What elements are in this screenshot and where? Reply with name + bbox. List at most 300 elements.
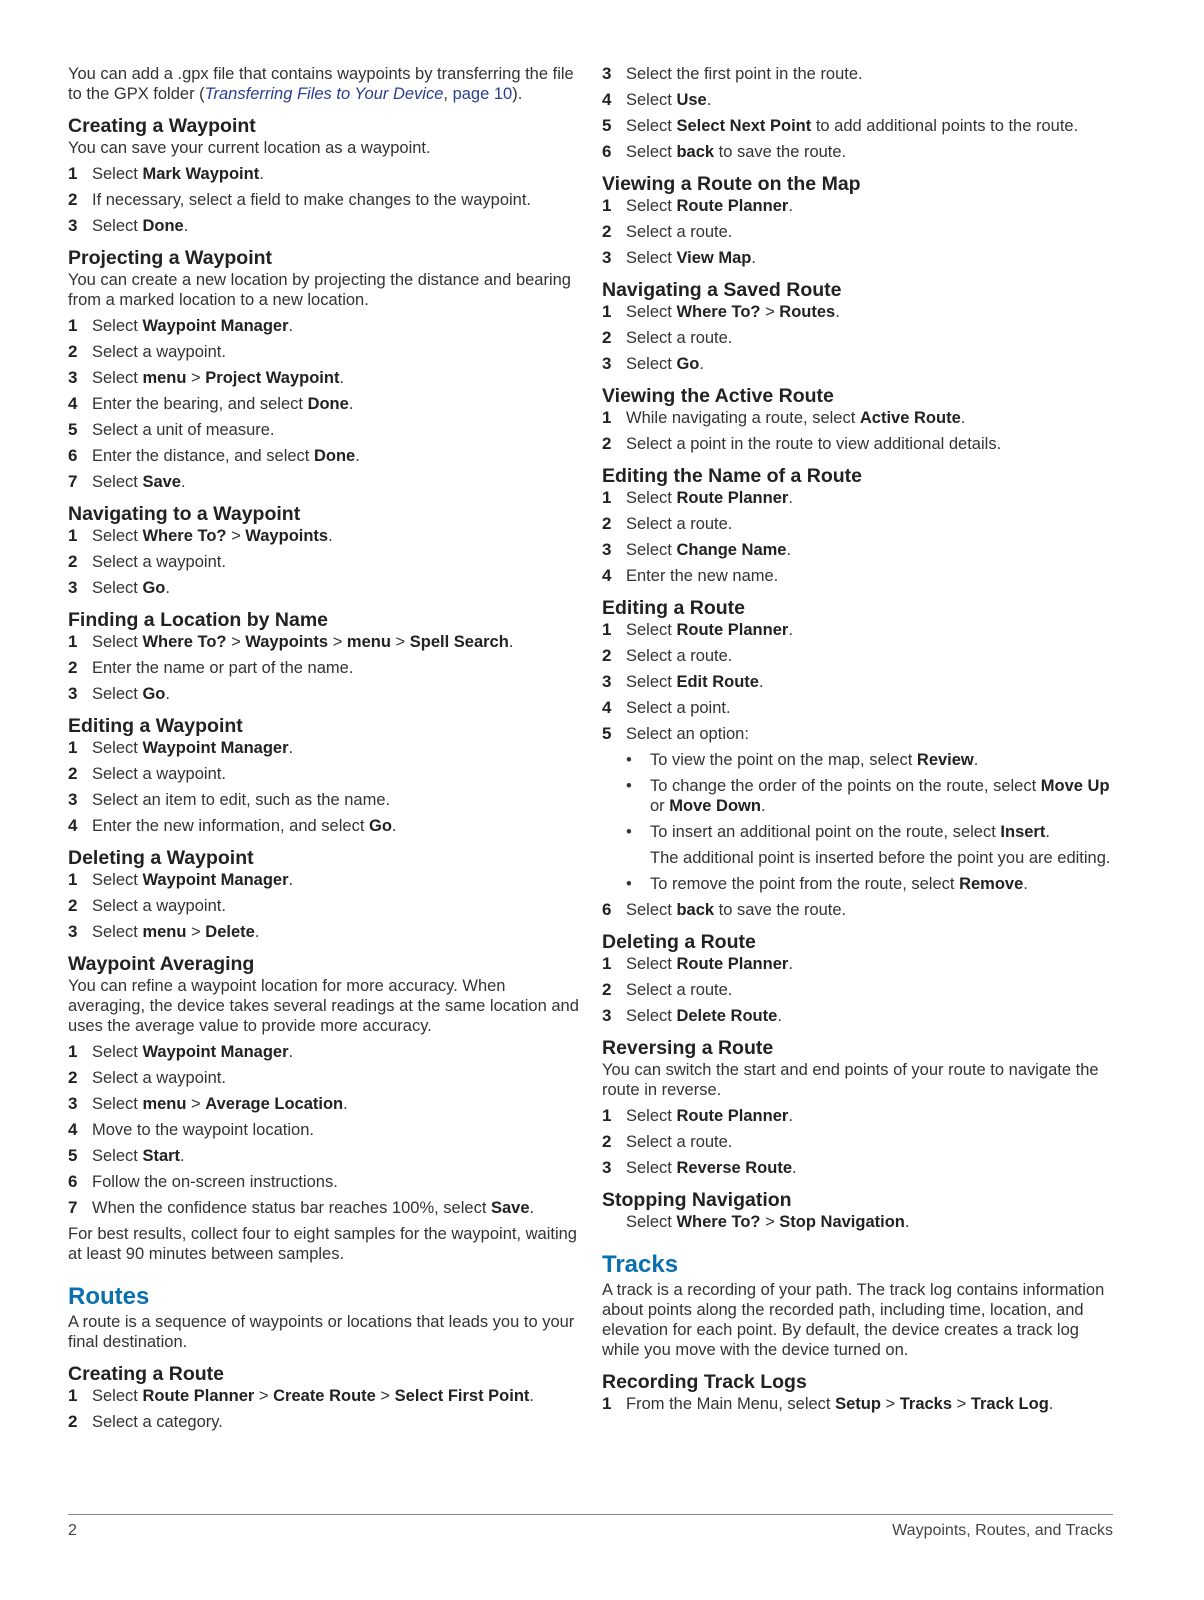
ui-term: Go [142,685,166,703]
intro-paragraph [68,64,580,104]
section-tracks [602,1250,1114,1360]
text: Select [626,91,677,109]
step-text [626,672,1114,692]
step-text [626,248,1114,268]
transferring-files-link[interactable]: Transferring Files to Your Device [204,85,444,103]
step [68,342,580,362]
step-number: 3 [68,368,78,387]
text: From the Main Menu, select [626,1395,836,1413]
step-text [92,870,580,890]
ui-term: menu [142,1095,187,1113]
text: Select [626,901,677,919]
option-text [650,750,1114,770]
step-list [68,316,580,492]
bullet-icon: • [626,751,632,769]
step-number: 2 [68,1068,78,1087]
separator: > [952,1395,971,1413]
section-title: Editing the Name of a Route [602,465,863,487]
separator: > [226,633,246,651]
section-finding-location [68,608,580,704]
step-text [626,142,1114,162]
step [68,790,580,810]
ui-term: Go [369,817,392,835]
step [602,980,1114,1000]
text: Select [92,579,143,597]
step [68,368,580,388]
step-number: 2 [602,222,612,241]
step [68,922,580,942]
text: Select [92,527,143,545]
step-text [92,738,580,758]
text: . [788,197,793,215]
section-title: Navigating to a Waypoint [68,503,301,525]
right-column [602,64,1114,1414]
step-text: Select a category. [92,1413,223,1431]
section-stopping-navigation [602,1188,1114,1232]
text: . [508,633,514,651]
chapter-title: Tracks [602,1251,679,1278]
step-text [92,446,580,466]
section-description: A track is a recording of your path. The track log contains information about points along the recorded path, including time, location, and elevation for each point. By default, the device creates a track log while you move with the device turned on. [602,1281,1105,1359]
insert-note: The additional point is inserted before the point you are editing. [650,849,1111,867]
separator: > [186,923,206,941]
step-number: 2 [602,328,612,347]
step [68,1172,580,1192]
step [602,328,1114,348]
text: Select [92,685,143,703]
step-text [92,684,580,704]
step-text [626,540,1114,560]
step [602,620,1114,640]
stopping-instruction [626,1212,1114,1232]
text: Select [626,1007,677,1025]
text: . [788,1107,793,1125]
step-number: 1 [68,870,78,889]
ui-term: Done [142,217,184,235]
text: . [259,165,264,183]
separator: > [760,303,780,321]
ui-term: Where To? [142,633,227,651]
step [602,1158,1114,1178]
ui-term: Mark Waypoint [142,165,260,183]
section-title: Projecting a Waypoint [68,247,273,269]
section-waypoint-averaging [68,952,580,1264]
step [602,142,1114,162]
bullet-icon: • [626,777,632,795]
step-text: Select the first point in the route. [626,65,863,83]
step-text [92,368,580,388]
text: . [960,409,966,427]
ui-term: Route Planner [142,1387,255,1405]
ui-term: Save [142,473,181,491]
section-viewing-route-map [602,172,1114,268]
ui-term: menu [142,923,187,941]
ui-term: Where To? [676,303,761,321]
step [602,488,1114,508]
averaging-note: For best results, collect four to eight samples for the waypoint, waiting at least 90 minutes between samples. [68,1225,577,1263]
step [602,514,1114,534]
section-description: You can save your current location as a waypoint. [68,139,431,157]
step [602,90,1114,110]
section-reversing-route [602,1036,1114,1178]
step [602,1106,1114,1126]
step-list [602,488,1114,586]
text: Select [92,633,143,651]
option-text [650,776,1114,816]
step-text: Select a waypoint. [92,897,226,915]
ui-term: Waypoints [245,527,329,545]
section-editing-route-name [602,464,1114,586]
ui-term: Route Planner [676,197,789,215]
step-text [626,1006,1114,1026]
separator: > [390,633,410,651]
intro-end: ). [512,85,523,103]
left-column [68,64,580,1432]
step-number: 2 [602,514,612,533]
step-text [626,1106,1114,1126]
page-10-link[interactable]: page 10 [452,85,513,103]
ui-term: Start [142,1147,181,1165]
text: Select [626,249,677,267]
step-number: 3 [68,216,78,235]
step-number: 1 [68,316,78,335]
step-text: Select a waypoint. [92,553,226,571]
step-number: 1 [602,488,612,507]
section-description: You can switch the start and end points of your route to navigate the route in reverse. [602,1061,1099,1099]
step-number: 5 [602,116,612,135]
ui-term: Save [490,1199,530,1217]
step-text: Select a waypoint. [92,1069,226,1087]
step [602,434,1114,454]
step-text [626,488,1114,508]
page-number: 2 [68,1522,77,1539]
step [602,248,1114,268]
step-text [92,1042,580,1062]
step-number: 3 [602,1158,612,1177]
ui-term: Waypoints [245,633,329,651]
ui-term: Change Name [676,541,787,559]
step-number: 2 [68,190,78,209]
section-navigating-saved-route [602,278,1114,374]
ui-term: Route Planner [676,955,789,973]
text: Select [626,355,677,373]
step-text [92,526,580,546]
text: . [792,1159,797,1177]
step-text [92,632,580,652]
step-text: If necessary, select a field to make changes to the waypoint. [92,191,532,209]
ui-term: Waypoint Manager [142,1043,289,1061]
step [602,698,1114,718]
section-title: Reversing a Route [602,1037,774,1059]
step-number: 2 [602,980,612,999]
step-number: 5 [68,420,78,439]
step-text [626,408,1114,428]
section-creating-route [68,1362,580,1432]
intro-text: You can add a .gpx file that contains waypoints by transferring the file to the GPX folder ( [68,65,574,103]
text: Select [626,489,677,507]
step [68,764,580,784]
step [68,738,580,758]
step-number: 2 [68,658,78,677]
step [68,446,580,466]
step-text [626,900,1114,920]
text: Select [626,541,677,559]
step-list [68,526,580,598]
step [68,870,580,890]
step [68,816,580,836]
step-number: 3 [68,922,78,941]
text: . [529,1387,535,1405]
section-title: Creating a Route [68,1363,225,1385]
step-list [602,954,1114,1026]
text: . [973,751,979,769]
option-item [626,776,1114,816]
text: . [699,355,704,373]
ui-term: back [676,143,715,161]
text: . [339,369,345,387]
step-text [92,816,580,836]
ui-term: Select First Point [394,1387,530,1405]
ui-term: Route Planner [676,621,789,639]
step-list [68,870,580,942]
step-number: 3 [602,248,612,267]
bullet-icon: • [626,823,632,841]
step-number: 2 [602,646,612,665]
section-deleting-waypoint [68,846,580,942]
text: . [788,621,793,639]
text: When the confidence status bar reaches 100%, select [92,1199,491,1217]
step [68,190,580,210]
text: . [165,685,170,703]
text: While navigating a route, select [626,409,860,427]
step [602,540,1114,560]
text: Select [626,197,677,215]
separator: > [375,1387,395,1405]
section-title: Deleting a Waypoint [68,847,254,869]
step-number: 6 [602,900,612,919]
text: Select [92,317,143,335]
step-number: 3 [602,672,612,691]
step-list [602,620,1114,744]
section-editing-waypoint [68,714,580,836]
text: . [288,739,294,757]
separator: > [760,1213,780,1231]
step-number: 4 [602,566,612,585]
ui-term: menu [346,633,391,651]
option-text [650,874,1114,894]
text: To insert an additional point on the route, select [650,823,1001,841]
step [68,316,580,336]
section-title: Stopping Navigation [602,1189,792,1211]
step-number: 6 [602,142,612,161]
ui-term: Active Route [859,409,961,427]
text: . [777,1007,782,1025]
text: . [355,447,360,465]
step-text: Select a waypoint. [92,343,226,361]
step [68,896,580,916]
text: Select [626,621,677,639]
text: . [529,1199,535,1217]
section-editing-route [602,596,1114,920]
step-number: 2 [68,342,78,361]
step-number: 7 [68,472,78,491]
ui-term: Spell Search [409,633,509,651]
step [68,1094,580,1114]
ui-term: Move Down [669,797,761,815]
step-number: 6 [68,1172,78,1191]
ui-term: Waypoint Manager [142,317,289,335]
step-number: 2 [68,552,78,571]
step-list [68,738,580,836]
step-number: 2 [68,896,78,915]
step-list [602,408,1114,454]
text: . [1048,1395,1054,1413]
text: Select [92,217,143,235]
step-text: Follow the on-screen instructions. [92,1173,338,1191]
step-list-creating-route-cont [602,64,1114,162]
step [602,1006,1114,1026]
step [602,354,1114,374]
ui-term: Remove [959,875,1024,893]
text: . [904,1213,910,1231]
text: . [343,1095,348,1113]
text: . [786,541,792,559]
step-text [626,302,1114,322]
step-number: 3 [68,1094,78,1113]
step [68,420,580,440]
step-text: Enter the name or part of the name. [92,659,354,677]
step-number: 4 [68,1120,78,1139]
section-navigating-waypoint [68,502,580,598]
text: Select [626,143,677,161]
ui-term: Waypoint Manager [142,739,289,757]
step-text [92,922,580,942]
text: . [288,871,294,889]
step-number: 2 [68,1412,78,1431]
section-title: Navigating a Saved Route [602,279,842,301]
ui-term: Done [307,395,349,413]
section-title: Waypoint Averaging [68,953,255,975]
step-text: Enter the new name. [626,567,779,585]
step-number: 1 [68,1386,78,1405]
section-title: Creating a Waypoint [68,115,256,137]
step-text [626,116,1114,136]
step-list [602,1394,1114,1414]
text: Select [92,1387,143,1405]
step-number: 1 [602,196,612,215]
chapter-title: Routes [68,1283,150,1310]
text: Select [626,955,677,973]
text: to add additional points to the route. [811,117,1079,135]
ui-term: Average Location [205,1095,344,1113]
step-number: 1 [602,302,612,321]
text: . [706,91,712,109]
text: Select [92,739,143,757]
separator: > [186,1095,206,1113]
step-text [626,1158,1114,1178]
step-text: Select a route. [626,647,733,665]
ui-term: Reverse Route [676,1159,793,1177]
ui-term: Setup [835,1395,881,1413]
step-number: 5 [602,724,612,743]
ui-term: Stop Navigation [779,1213,905,1231]
ui-term: Route Planner [676,1107,789,1125]
step-text: Select a route. [626,329,733,347]
text: Select [92,1095,143,1113]
step-text: Select a route. [626,1133,733,1151]
text: Select [92,1147,143,1165]
option-list [602,750,1114,842]
step-text: Select a point in the route to view additional details. [626,435,1002,453]
step-text [626,196,1114,216]
step-number: 3 [602,354,612,373]
ui-term: Project Waypoint [205,369,340,387]
text: . [760,797,766,815]
step [68,472,580,492]
ui-term: Create Route [273,1387,376,1405]
ui-term: Delete [205,923,255,941]
step [602,954,1114,974]
text: . [788,955,793,973]
ui-term: Select Next Point [676,117,812,135]
text: . [1023,875,1028,893]
step-number: 1 [68,632,78,651]
text: . [288,317,294,335]
step [68,164,580,184]
step [68,1412,580,1432]
step-list [602,1106,1114,1178]
text: Enter the bearing, and select [92,395,308,413]
step-number: 6 [68,446,78,465]
step-number: 3 [602,1006,612,1025]
ui-term: Route Planner [676,489,789,507]
text: To change the order of the points on the route, select [650,777,1041,795]
option-text [650,822,1114,842]
step-text: Move to the waypoint location. [92,1121,314,1139]
step [602,1394,1114,1414]
step-text [626,90,1114,110]
text: Select [626,303,677,321]
section-creating-waypoint [68,114,580,236]
text: . [165,579,170,597]
step-list [68,164,580,236]
step-number: 3 [68,790,78,809]
step [68,658,580,678]
option-list [602,874,1114,894]
text: . [788,489,793,507]
step [602,64,1114,84]
ui-term: Go [676,355,700,373]
step-number: 2 [602,1132,612,1151]
text: . [348,395,354,413]
step-number: 1 [602,954,612,973]
step-number: 2 [68,764,78,783]
step-list [602,196,1114,268]
step [68,526,580,546]
step-number: 4 [68,394,78,413]
step [602,566,1114,586]
step-text [92,1198,580,1218]
step-list [602,900,1114,920]
ui-term: Delete Route [676,1007,778,1025]
section-title: Deleting a Route [602,931,756,953]
section-projecting-waypoint [68,246,580,492]
step-number: 1 [68,1042,78,1061]
section-description: You can refine a waypoint location for more accuracy. When averaging, the device takes several readings at the same location and uses the average value to provide more accuracy. [68,977,579,1035]
page-footer [68,1514,1113,1539]
text: Select [92,369,143,387]
text: Select [626,673,677,691]
